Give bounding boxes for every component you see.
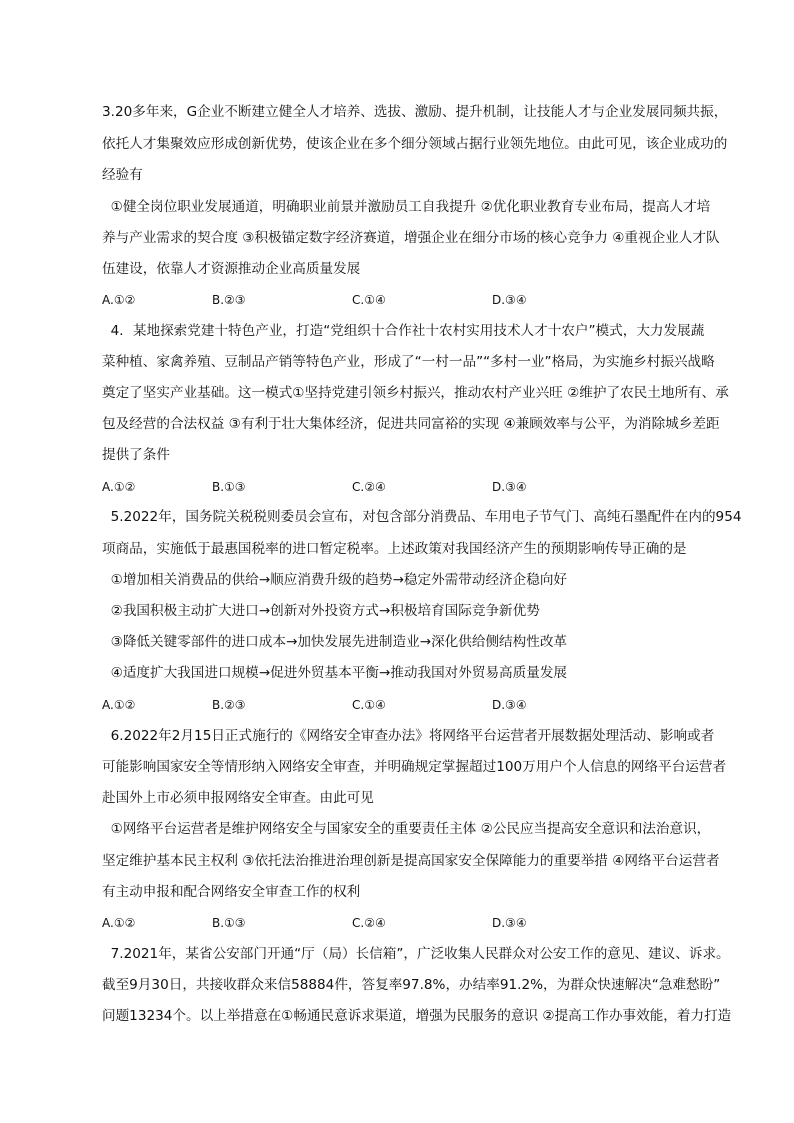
question-text-line: ④适度扩大我国进口规模→促进外贸基本平衡→推动我国对外贸易高质量发展 [102,665,568,681]
question-text-line: 依托人才集聚效应形成创新优势，使该企业在多个细分领域占据行业领先地位。由此可见，该企业成功的 [102,136,728,152]
question-text-line: ①健全岗位职业发展通道，明确职业前景并激励员工自我提升 ②优化职业教育专业布局，提高人才培 [102,199,711,215]
option-c[interactable]: C.②④ [352,480,386,494]
question-text-line: 奠定了坚实产业基础。这一模式①坚持党建引领乡村振兴，推动农村产业兴旺 ②维护了农民土地所有、承 [102,385,729,401]
option-c[interactable]: C.②④ [352,916,386,930]
question-text-line: 可能影响国家安全等情形纳入网络安全审查，并明确规定掌握超过100万用户个人信息的网络平台运营者 [102,759,727,775]
question-text-line: 提供了条件 [102,447,170,463]
question-text-line: 4．某地探索党建十特色产业，打造“党组织十合作社十农村实用技术人才十农户”模式，大力发展蔬 [102,323,705,339]
question-text-line: 伍建设，依靠人才资源推动企业高质量发展 [102,261,361,277]
option-b[interactable]: B.②③ [212,698,246,712]
question-text-line: 7.2021年，某省公安部门开通“厅（局）长信箱”，广泛收集人民群众对公安工作的意见、建议、诉求。 [102,946,730,962]
option-c[interactable]: C.①④ [352,698,386,712]
option-a[interactable]: A.①② [102,293,136,307]
question-text-line: ②我国积极主动扩大进口→创新对外投资方式→积极培育国际竞争新优势 [102,603,540,619]
option-b[interactable]: B.①③ [212,480,246,494]
question-text-line: 养与产业需求的契合度 ③积极锚定数字经济赛道，增强企业在细分市场的核心竞争力 ④重视企业人才队 [102,230,720,246]
option-b[interactable]: B.①③ [212,916,246,930]
option-d[interactable]: D.③④ [492,293,527,307]
option-d[interactable]: D.③④ [492,916,527,930]
question-text-line: ①增加相关消费品的供给→顺应消费升级的趋势→稳定外需带动经济企稳向好 [102,572,568,588]
option-a[interactable]: A.①② [102,480,136,494]
question-text-line: 6.2022年2月15日正式施行的《网络安全审查办法》将网络平台运营者开展数据处理活动、影响或者 [102,728,715,744]
option-a[interactable]: A.①② [102,698,136,712]
question-text-line: 项商品，实施低于最惠国税率的进口暂定税率。上述政策对我国经济产生的预期影响传导正确的是 [102,541,687,557]
option-c[interactable]: C.①④ [352,293,386,307]
option-b[interactable]: B.②③ [212,293,246,307]
question-text-line: 3.20多年来，G企业不断建立健全人才培养、选拔、激励、提升机制，让技能人才与企业发展同频共振， [102,104,728,120]
question-text-line: 菜种植、家禽养殖、豆制品产销等特色产业，形成了“一村一品”“多村一业”格局，为实施乡村振兴战略 [102,354,715,370]
option-a[interactable]: A.①② [102,916,136,930]
question-text-line: 坚定维护基本民主权利 ③依托法治推进治理创新是提高国家安全保障能力的重要举措 ④网络平台运营者 [102,853,720,869]
question-text-line: 赴国外上市必须申报网络安全审查。由此可见 [102,790,374,806]
option-d[interactable]: D.③④ [492,480,527,494]
question-text-line: 问题13234个。以上举措意在①畅通民意诉求渠道，增强为民服务的意识 ②提高工作办事效能，着力打造 [102,1008,732,1024]
question-text-line: 包及经营的合法权益 ③有利于壮大集体经济，促进共同富裕的实现 ④兼顾效率与公平，为消除城乡差距 [102,416,720,432]
question-text-line: 经验有 [102,167,143,183]
question-text-line: 有主动申报和配合网络安全审查工作的权利 [102,884,361,900]
question-text-line: ①网络平台运营者是维护网络安全与国家安全的重要责任主体 ②公民应当提高安全意识和法治意识， [102,821,711,837]
option-d[interactable]: D.③④ [492,698,527,712]
question-text-line: 5.2022年，国务院关税税则委员会宣布，对包含部分消费品、车用电子节气门、高纯石墨配件在内的954 [102,509,742,525]
question-text-line: 截至9月30日，共接收群众来信58884件，答复率97.8%，办结率91.2%，为群众快速解决“急难愁盼” [102,977,721,993]
question-text-line: ③降低关键零部件的进口成本→加快发展先进制造业→深化供给侧结构性改革 [102,634,568,650]
